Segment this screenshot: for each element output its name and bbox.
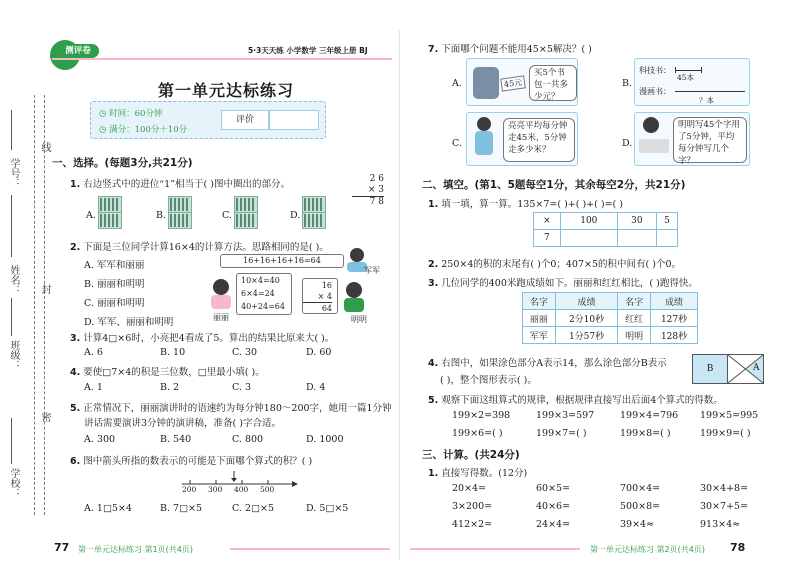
- time-info: ◷ 时间：60分钟: [99, 109, 163, 119]
- q5-option-b[interactable]: B. 540: [160, 434, 192, 445]
- q1-vert-line: 2 6: [369, 174, 384, 184]
- mm-vert-line: 64: [303, 302, 332, 314]
- q1-image-b: [168, 212, 192, 229]
- f3-cell: 2分10秒: [555, 310, 617, 327]
- q3-option-c[interactable]: C. 30: [232, 347, 258, 358]
- number-line-arrowhead: [292, 481, 298, 487]
- q5-text: 正常情况下，丽丽演讲时的语速约为每分钟180～200字，她用一篇1分钟: [83, 403, 392, 414]
- f1-table-row: [534, 230, 678, 247]
- liangliang-body: [475, 131, 493, 155]
- eval-label: 评价: [221, 110, 269, 130]
- c1-item[interactable]: 30×7+5=: [700, 501, 749, 512]
- q5: [70, 400, 392, 414]
- q7-bubble-a: 买5个书包一共多少元？: [529, 65, 577, 101]
- c1-item[interactable]: 700×4=: [620, 483, 661, 494]
- f1-cell: 5: [656, 213, 677, 230]
- q4-num: 4.: [70, 367, 81, 378]
- q1-text: 右边竖式中的进位“1”相当于( )图中圈出的部分。: [83, 179, 290, 190]
- f4-part-a-label: A: [753, 363, 760, 373]
- banji-line: [11, 298, 12, 336]
- f1-table-row: [534, 213, 678, 230]
- footer-rule-right: [410, 548, 580, 550]
- c1-item[interactable]: 30×4+8=: [700, 483, 749, 494]
- binding-dash-line-outer: [34, 95, 35, 515]
- q7-option-c[interactable]: C.: [452, 138, 462, 149]
- b-value: 45本: [677, 73, 695, 82]
- q2-option-d[interactable]: D. 军军、丽丽和明明: [84, 317, 174, 328]
- q6-text: 图中箭头所指的数表示的可能是下面哪个算式的积？( ): [83, 456, 313, 467]
- page-title: 第一单元达标练习: [158, 81, 295, 100]
- lili-step: 40+24=64: [241, 302, 285, 311]
- c1-item[interactable]: 39×4≈: [620, 519, 655, 530]
- mm-vert-line: × 4: [317, 292, 332, 301]
- q3: [70, 330, 334, 344]
- q4-option-b[interactable]: B. 2: [160, 382, 180, 393]
- lili-step: 10×4=40: [241, 276, 280, 285]
- f4-num: 4.: [428, 358, 439, 369]
- q2-junjun-method: 16+16+16+16=64: [220, 254, 344, 268]
- f4: [428, 355, 667, 369]
- c1-item[interactable]: 40×6=: [536, 501, 571, 512]
- q5-option-a[interactable]: A. 300: [84, 434, 116, 445]
- b-bar-2: [675, 91, 745, 92]
- lili-body: [211, 295, 231, 309]
- q7-bubble-c: 亮亮平均每分钟走45米，5分钟走多少米？: [503, 118, 575, 162]
- page-gutter: [399, 30, 400, 560]
- c1-num: 1.: [428, 468, 439, 479]
- q6: [70, 453, 312, 467]
- mingming-name: 明明: [351, 315, 367, 324]
- tick-label: 300: [208, 485, 223, 494]
- q5-num: 5.: [70, 403, 81, 414]
- f5-calc: 199×3=597: [536, 410, 595, 421]
- q7-option-b[interactable]: B.: [622, 78, 633, 89]
- section-1-title: 一、选择。(每题3分,共21分): [52, 157, 193, 169]
- mm-vert-line: 16: [321, 281, 332, 290]
- info-box: [90, 101, 326, 139]
- junjun-avatar: [350, 248, 364, 262]
- xingming-label: 姓名：: [8, 265, 19, 295]
- tick-label: 400: [234, 485, 249, 494]
- xuehao-label: 学号：: [8, 158, 19, 188]
- lili-avatar: [213, 279, 229, 295]
- full-score-text: 满分：100分＋10分: [109, 125, 188, 135]
- f1-answer-cell[interactable]: [656, 230, 677, 247]
- f3-cell: 明明: [618, 327, 651, 344]
- f5-num: 5.: [428, 395, 439, 406]
- mingming-writing-avatar: [643, 117, 659, 133]
- f1-table: [533, 212, 678, 247]
- f4-figure: [692, 354, 764, 384]
- xian-mark: 线: [39, 142, 50, 152]
- binding-dash-line-inner: [44, 95, 45, 515]
- b-label-2: 漫画书：: [639, 87, 671, 96]
- section-2-title: 二、填空。(第1、5题每空1分，其余每空2分，共21分): [422, 179, 686, 191]
- c1-item[interactable]: 24×4=: [536, 519, 571, 530]
- c1-item[interactable]: 3×200=: [452, 501, 493, 512]
- lili-step: 6×4=24: [241, 289, 275, 298]
- f3-header-row: [523, 293, 698, 310]
- f1-cell: ×: [534, 213, 561, 230]
- q3-option-d[interactable]: D. 60: [306, 347, 332, 358]
- f4-text-2: ( )，整个图形表示( )。: [440, 375, 537, 386]
- junjun-name: 军军: [364, 266, 380, 275]
- q2-option-c[interactable]: C. 丽丽和明明: [84, 298, 145, 309]
- f5-calc: 199×5=995: [700, 410, 759, 421]
- q2-text: 下面是三位同学计算16×4的计算方法。思路相同的是( )。: [83, 242, 329, 253]
- q1-vert-line: 7 8: [352, 196, 384, 208]
- q1-option-label: B.: [156, 210, 167, 221]
- footer-text-left: 第一单元达标练习 第1页(共4页): [78, 545, 193, 554]
- f1-cell: 100: [560, 213, 617, 230]
- q7-image-b: [634, 58, 750, 106]
- f3-header: 名字: [618, 293, 651, 310]
- q4-option-d[interactable]: D. 4: [306, 382, 326, 393]
- q7-option-a[interactable]: A.: [452, 78, 462, 89]
- f2-num: 2.: [428, 259, 439, 270]
- q7: [428, 41, 592, 55]
- q1-image-a: [98, 212, 122, 229]
- q5-option-c[interactable]: C. 800: [232, 434, 264, 445]
- lili-name: 丽丽: [213, 313, 229, 322]
- f5-text: 观察下面这组算式的规律，根据规律直接写出后面4个算式的得数。: [441, 395, 723, 406]
- footer-text-right: 第一单元达标练习 第2页(共4页): [590, 545, 705, 554]
- f2: [428, 256, 681, 270]
- q2-mingming-method: [302, 278, 338, 314]
- q4-option-c[interactable]: C. 3: [232, 382, 252, 393]
- series-label: 5·3天天练 小学数学 三年级上册 BJ: [248, 46, 368, 55]
- footer-rule-left: [230, 548, 390, 550]
- number-line-pointer-head: [231, 478, 237, 482]
- q5-option-d[interactable]: D. 1000: [306, 434, 344, 445]
- b-bar-1-tick: [701, 67, 702, 73]
- f5-answer[interactable]: 199×9=( ): [700, 428, 751, 439]
- banji-label: 班级：: [8, 340, 19, 370]
- mingming-avatar: [346, 282, 362, 298]
- price-tag: 45元: [500, 75, 526, 91]
- q2-option-a[interactable]: A. 军军和丽丽: [84, 260, 145, 271]
- b-question: ？本: [699, 96, 714, 105]
- f3-row: [523, 310, 698, 327]
- f3-header: 成绩: [555, 293, 617, 310]
- f5-calc: 199×4=796: [620, 410, 679, 421]
- q1-option-label: A.: [86, 210, 96, 221]
- full-score-info: ◷ 满分：100分＋10分: [99, 125, 188, 135]
- c1-text: 直接写得数。(12分): [441, 468, 528, 479]
- f1-cell: 7: [534, 230, 561, 247]
- section-3-title: 三、计算。(共24分): [422, 449, 520, 461]
- f3-cell: 1分57秒: [555, 327, 617, 344]
- q2-option-b[interactable]: B. 丽丽和明明: [84, 279, 145, 290]
- header-rule: [52, 58, 392, 60]
- q7-text: 下面哪个问题不能用45×5解决？( ): [441, 44, 592, 55]
- q1-image-c: [234, 196, 258, 213]
- f4-text: 右图中，如果涂色部分A表示14，那么涂色部分B表示: [441, 358, 667, 369]
- time-text: 时间：60分钟: [109, 109, 163, 119]
- f4-part-b: B: [693, 355, 728, 383]
- q1-image-d: [302, 196, 326, 213]
- q7-option-d[interactable]: D.: [622, 138, 633, 149]
- q6-option-b[interactable]: B. 7□×5: [160, 503, 203, 514]
- feng-mark: 封: [39, 284, 50, 294]
- f1-answer-cell[interactable]: [560, 230, 617, 247]
- f3-row: [523, 327, 698, 344]
- q4-text: 要使□7×4的积是三位数，□里最小填( )。: [83, 367, 265, 378]
- q1-option-a[interactable]: [86, 210, 96, 221]
- b-label-1: 科技书：: [639, 66, 671, 75]
- liangliang-avatar: [477, 117, 491, 131]
- f3-cell: 127秒: [651, 310, 698, 327]
- eval-box[interactable]: [269, 110, 319, 130]
- c1-item[interactable]: 913×4≈: [700, 519, 741, 530]
- page-number-left: 77: [54, 541, 70, 554]
- q1-vertical: [352, 174, 384, 208]
- f3-header: 名字: [523, 293, 556, 310]
- q2-num: 2.: [70, 242, 81, 253]
- q1: [70, 176, 290, 190]
- c1-item[interactable]: 412×2=: [452, 519, 493, 530]
- q1-option-label: C.: [222, 210, 232, 221]
- f1-num: 1.: [428, 199, 439, 210]
- right-page: [400, 0, 800, 575]
- xuexiao-line: [11, 418, 12, 464]
- tick-label: 200: [182, 485, 197, 494]
- f5-answer[interactable]: 199×7=( ): [536, 428, 587, 439]
- q3-text: 计算4□×6时，小亮把4看成了5。算出的结果比原来大( )。: [83, 333, 335, 344]
- q1-option-c[interactable]: [222, 210, 232, 221]
- c1-item[interactable]: 20×4=: [452, 483, 487, 494]
- q1-num: 1.: [70, 179, 81, 190]
- mi-mark: 密: [39, 412, 50, 422]
- q6-option-a[interactable]: A. 1□5×4: [84, 503, 132, 514]
- f2-text: 250×4的积的末尾有( )个0；407×5的积中间有( )个0。: [441, 259, 681, 270]
- f5-answer[interactable]: 199×6=( ): [452, 428, 503, 439]
- xuehao-line: [11, 110, 12, 150]
- f3-text: 几位同学的400米跑成绩如下。丽丽和红红相比，( )跑得快。: [441, 278, 698, 289]
- badge-label: 测评卷: [57, 44, 99, 58]
- q7-image-d: [634, 112, 750, 166]
- q7-image-c: [466, 112, 578, 166]
- q1-image-d: [302, 212, 326, 229]
- f3-cell: 128秒: [651, 327, 698, 344]
- f5-calc: 199×2=398: [452, 410, 511, 421]
- b-bar-1-tick: [675, 67, 676, 73]
- f3-table: [522, 292, 698, 344]
- f3-cell: 军军: [523, 327, 556, 344]
- q7-num: 7.: [428, 44, 439, 55]
- f1-text: 填一填，算一算。135×7=( )+( )+( )=( ): [441, 199, 623, 210]
- q2-lili-method: [236, 273, 292, 315]
- q3-option-b[interactable]: B. 10: [160, 347, 186, 358]
- q2: [70, 239, 329, 253]
- f1-answer-cell[interactable]: [617, 230, 656, 247]
- desk-icon: [639, 139, 669, 153]
- q1-option-b[interactable]: [156, 210, 166, 221]
- f3: [428, 275, 698, 289]
- f1: [428, 196, 623, 210]
- page-number-right: 78: [730, 541, 746, 554]
- q1-option-label: D.: [290, 210, 301, 221]
- q3-num: 3.: [70, 333, 81, 344]
- q1-vert-line: × 3: [367, 185, 384, 195]
- q6-option-c[interactable]: C. 2□×5: [232, 503, 274, 514]
- q1-option-d[interactable]: [290, 210, 300, 221]
- q1-image-a: [98, 196, 122, 213]
- q7-bubble-d: 明明写45个字用了5分钟，平均每分钟写几个字？: [673, 117, 747, 163]
- c1-item[interactable]: 60×5=: [536, 483, 571, 494]
- f3-num: 3.: [428, 278, 439, 289]
- q4-option-a[interactable]: A. 1: [84, 382, 103, 393]
- f3-header: 成绩: [651, 293, 698, 310]
- tick-label: 500: [260, 485, 275, 494]
- q1-image-b: [168, 196, 192, 213]
- q4: [70, 364, 265, 378]
- c1: [428, 465, 527, 479]
- f3-cell: 丽丽: [523, 310, 556, 327]
- q6-option-d[interactable]: D. 5□×5: [306, 503, 349, 514]
- q7-image-a: [466, 58, 578, 106]
- q5-text-2: 讲话需要演讲3分钟的演讲稿，准备( )字合适。: [84, 418, 281, 429]
- f3-cell: 红红: [618, 310, 651, 327]
- mingming-body: [344, 298, 364, 312]
- f5: [428, 392, 723, 406]
- c1-item[interactable]: 500×8=: [620, 501, 661, 512]
- q6-num: 6.: [70, 456, 81, 467]
- f1-cell: 30: [617, 213, 656, 230]
- xingming-line: [11, 195, 12, 257]
- f5-answer[interactable]: 199×8=( ): [620, 428, 671, 439]
- q3-option-a[interactable]: A. 6: [84, 347, 103, 358]
- backpack-icon: [473, 67, 499, 99]
- xuexiao-label: 学校：: [8, 468, 19, 498]
- b-bar-1: [675, 70, 701, 71]
- q1-image-c: [234, 212, 258, 229]
